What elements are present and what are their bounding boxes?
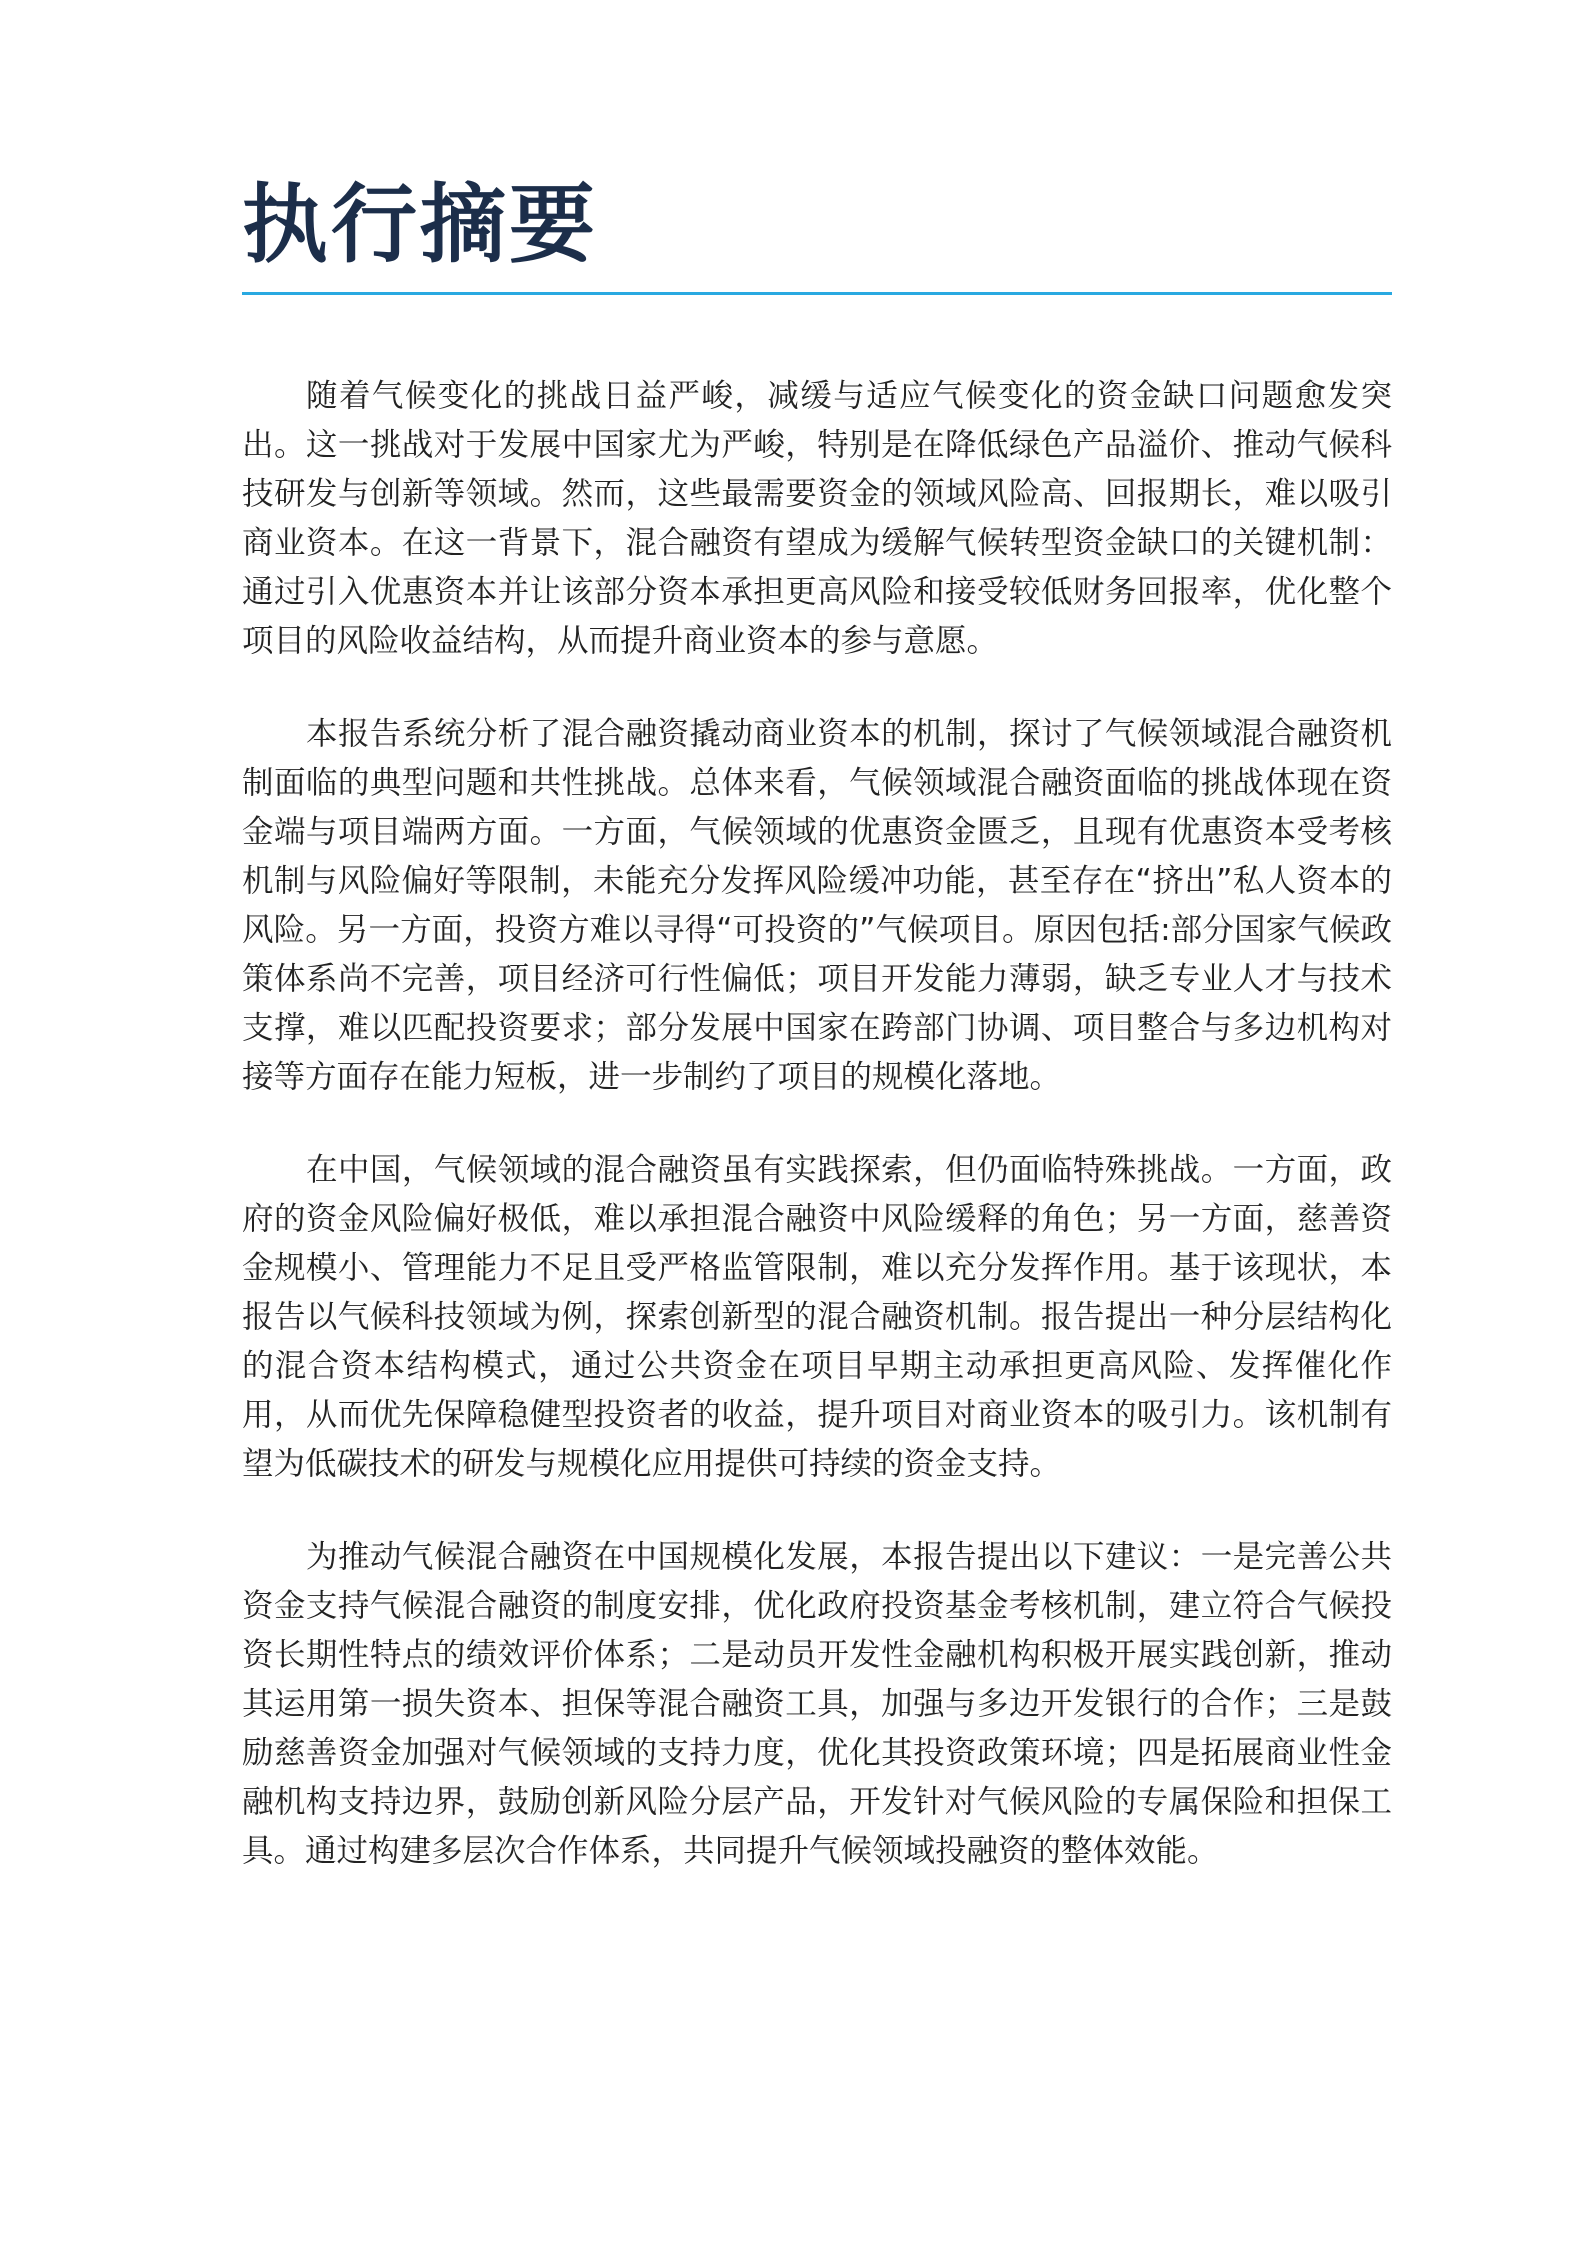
page-title: 执行摘要 — [242, 175, 598, 275]
paragraph-2: 本报告系统分析了混合融资撬动商业资本的机制，探讨了气候领域混合融资机制面临的典型问题和共性挑战。总体来看，气候领域混合融资面临的挑战体现在资金端与项目端两方面。一方面，气候领域的优惠资金匮乏，且现有优惠资本受考核机制与风险偏好等限制，未能充分发挥风险缓冲功能，甚至存在“挤出”私人资本的风险。另一方面，投资方难以寻得“可投资的”气候项目。原因包括:部分国家气候政策体系尚不完善，项目经济可行性偏低；项目开发能力薄弱，缺乏专业人才与技术支撑，难以匹配投资要求；部分发展中国家在跨部门协调、项目整合与多边机构对接等方面存在能力短板，进一步制约了项目的规模化落地。 — [242, 716, 1392, 1095]
summary-body — [242, 372, 1392, 1920]
paragraph-4: 为推动气候混合融资在中国规模化发展，本报告提出以下建议：一是完善公共资金支持气候混合融资的制度安排，优化政府投资基金考核机制，建立符合气候投资长期性特点的绩效评价体系；二是动员开发性金融机构积极开展实践创新，推动其运用第一损失资本、担保等混合融资工具，加强与多边开发银行的合作；三是鼓励慈善资金加强对气候领域的支持力度，优化其投资政策环境；四是拓展商业性金融机构支持边界，鼓励创新风险分层产品，开发针对气候风险的专属保险和担保工具。通过构建多层次合作体系，共同提升气候领域投融资的整体效能。 — [242, 1539, 1392, 1869]
paragraph-1: 随着气候变化的挑战日益严峻，减缓与适应气候变化的资金缺口问题愈发突出。这一挑战对于发展中国家尤为严峻，特别是在降低绿色产品溢价、推动气候科技研发与创新等领域。然而，这些最需要资金的领域风险高、回报期长，难以吸引商业资本。在这一背景下，混合融资有望成为缓解气候转型资金缺口的关键机制：通过引入优惠资本并让该部分资本承担更高风险和接受较低财务回报率，优化整个项目的风险收益结构，从而提升商业资本的参与意愿。 — [242, 378, 1392, 659]
paragraph-3: 在中国，气候领域的混合融资虽有实践探索，但仍面临特殊挑战。一方面，政府的资金风险偏好极低，难以承担混合融资中风险缓释的角色；另一方面，慈善资金规模小、管理能力不足且受严格监管限制，难以充分发挥作用。基于该现状，本报告以气候科技领域为例，探索创新型的混合融资机制。报告提出一种分层结构化的混合资本结构模式，通过公共资金在项目早期主动承担更高风险、发挥催化作用，从而优先保障稳健型投资者的收益，提升项目对商业资本的吸引力。该机制有望为低碳技术的研发与规模化应用提供可持续的资金支持。 — [242, 1152, 1392, 1482]
title-underline — [242, 292, 1392, 295]
